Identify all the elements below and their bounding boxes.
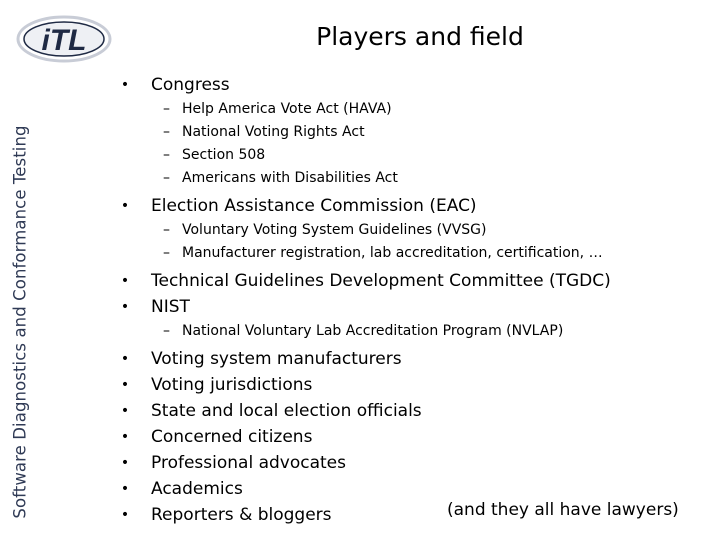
sub-bullet-text: Manufacturer registration, lab accreditation, certification, … — [182, 245, 603, 261]
sub-bullet-item — [118, 98, 708, 121]
bullet-icon: • — [120, 377, 130, 393]
sub-bullet-item — [118, 167, 708, 190]
bullet-icon: • — [120, 455, 130, 471]
dash-icon: – — [163, 170, 170, 186]
itl-logo-icon — [14, 12, 112, 66]
bullet-item — [118, 476, 708, 502]
bullet-text: Voting jurisdictions — [151, 375, 313, 395]
bullet-item — [118, 268, 708, 294]
bullet-list — [118, 72, 708, 528]
bullet-item — [118, 398, 708, 424]
bullet-text: Academics — [151, 479, 243, 499]
sidebar — [4, 112, 36, 532]
bullet-icon: • — [120, 429, 130, 445]
sub-bullet-text: Section 508 — [182, 147, 266, 163]
slide-title: Players and field — [316, 22, 524, 51]
sub-bullet-text: National Voting Rights Act — [182, 124, 365, 140]
sub-bullet-item — [118, 242, 708, 265]
sub-bullet-text: Help America Vote Act (HAVA) — [182, 101, 392, 117]
dash-icon: – — [163, 124, 170, 140]
dash-icon: – — [163, 101, 170, 117]
bullet-item — [118, 424, 708, 450]
bullet-icon: • — [120, 351, 130, 367]
sub-bullet-text: National Voluntary Lab Accreditation Program (NVLAP) — [182, 323, 564, 339]
bullet-icon: • — [120, 507, 130, 523]
bullet-text: State and local election officials — [151, 401, 422, 421]
sidebar-text: Software Diagnostics and Conformance Testing — [10, 125, 30, 519]
sub-bullet-item — [118, 144, 708, 167]
dash-icon: – — [163, 222, 170, 238]
sub-bullet-item — [118, 121, 708, 144]
bullet-text: Concerned citizens — [151, 427, 313, 447]
bullet-text: NIST — [151, 297, 190, 317]
bullet-item — [118, 193, 708, 219]
sub-bullet-item — [118, 320, 708, 343]
bullet-icon: • — [120, 403, 130, 419]
dash-icon: – — [163, 147, 170, 163]
bullet-item — [118, 72, 708, 98]
footnote: (and they all have lawyers) — [447, 500, 679, 520]
dash-icon: – — [163, 323, 170, 339]
bullet-item — [118, 346, 708, 372]
bullet-item — [118, 294, 708, 320]
bullet-text: Congress — [151, 75, 230, 95]
bullet-text: Professional advocates — [151, 453, 346, 473]
bullet-icon: • — [120, 198, 130, 214]
sub-bullet-item — [118, 219, 708, 242]
logo-text: iTL — [41, 24, 87, 57]
bullet-icon: • — [120, 273, 130, 289]
bullet-text: Reporters & bloggers — [151, 505, 332, 525]
bullet-text: Technical Guidelines Development Committee (TGDC) — [151, 271, 611, 291]
dash-icon: – — [163, 245, 170, 261]
bullet-item — [118, 372, 708, 398]
bullet-icon: • — [120, 299, 130, 315]
sub-bullet-text: Voluntary Voting System Guidelines (VVSG) — [182, 222, 487, 238]
bullet-text: Election Assistance Commission (EAC) — [151, 196, 477, 216]
bullet-text: Voting system manufacturers — [151, 349, 402, 369]
bullet-item — [118, 450, 708, 476]
sub-bullet-text: Americans with Disabilities Act — [182, 170, 398, 186]
bullet-icon: • — [120, 77, 130, 93]
bullet-icon: • — [120, 481, 130, 497]
